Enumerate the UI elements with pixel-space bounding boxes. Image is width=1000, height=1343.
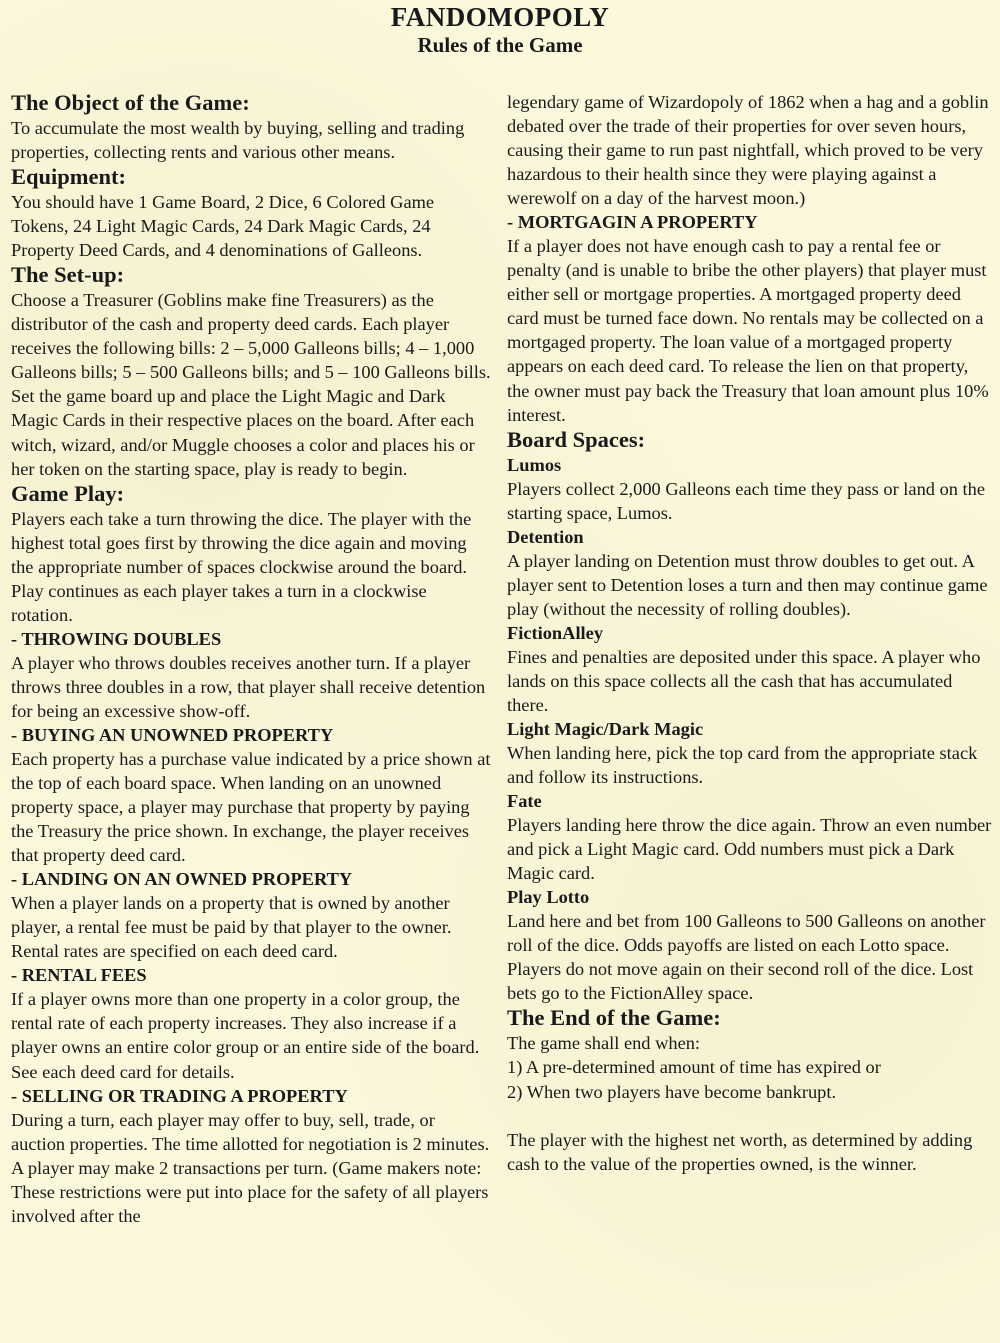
equipment-heading: Equipment:	[11, 164, 127, 190]
rental-text: If a player owns more than one property in a color group, the rental rate of each property increases. They also increase if a player owns an entire color group or an entire side of the board. See each deed card for details.	[11, 989, 480, 1082]
fate-text: Players landing here throw the dice again. Throw an even number and pick a Light Magic card. Odd numbers must pick a Dark Magic card.	[507, 815, 992, 884]
left-column	[11, 90, 493, 1228]
setup-text-1: Choose a Treasurer (Goblins make fine Treasurers) as the distributor of the cash and property deed cards. Each player receives the following bills: 2 – 5,000 Galleons bills; 4 – 1,000 Galleons bills; 5 – 500 Galleons bills; and 5 – 100 Galleons bills.	[11, 290, 491, 383]
page-title: FANDOMOPOLY	[390, 2, 610, 32]
fictionalley-text: Fines and penalties are deposited under this space. A player who lands on this space collects all the cash that has accumulated there.	[507, 646, 981, 715]
rental-heading: - RENTAL FEES	[11, 965, 147, 986]
setup-text-2: Set the game board up and place the Light Magic and Dark Magic Cards in their respective places on the board. After each witch, wizard, and/or Muggle chooses a color and places his or her token on the starting space, play is ready to begin.	[11, 386, 475, 479]
buying-text: Each property has a purchase value indicated by a price shown at the top of each board space. When landing on an unowned property space, a player may purchase that property by paying the Treasury the price shown. In exchange, the player receives that property deed card.	[11, 748, 491, 866]
lotto-text: Land here and bet from 100 Galleons to 500 Galleons on another roll of the dice. Odds payoffs are listed on each Lotto space. Players do not move again on their second roll of the dice. Lost bets go to the FictionAlley space.	[507, 911, 986, 1004]
end-heading: The End of the Game:	[507, 1005, 721, 1031]
doubles-text: A player who throws doubles receives another turn. If a player throws three doubles in a row, that player shall receive detention for being an excessive show-off.	[11, 652, 486, 721]
lotto-heading: Play Lotto	[507, 887, 590, 908]
magic-text: When landing here, pick the top card from the appropriate stack and follow its instructions.	[507, 742, 978, 788]
page-header	[0, 2, 1000, 58]
magic-heading: Light Magic/Dark Magic	[507, 718, 704, 739]
spacer	[507, 1104, 993, 1128]
selling-heading: - SELLING OR TRADING A PROPERTY	[11, 1085, 348, 1106]
gameplay-heading: Game Play:	[11, 480, 125, 506]
detention-heading: Detention	[507, 526, 584, 547]
end-item-1: 1) A pre-determined amount of time has expired or	[507, 1057, 881, 1078]
setup-heading: The Set-up:	[11, 262, 125, 288]
selling-text: During a turn, each player may offer to buy, sell, trade, or auction properties. The time allotted for negotiation is 2 minutes. A player may make 2 transactions per turn. (Game makers note: These restrictions were put into place for the safety of all players involved after the	[11, 1109, 490, 1226]
landing-heading: - LANDING ON AN OWNED PROPERTY	[11, 869, 353, 890]
object-heading: The Object of the Game:	[11, 90, 250, 115]
fate-heading: Fate	[507, 791, 542, 812]
continued-text: legendary game of Wizardopoly of 1862 when a hag and a goblin debated over the trade of their properties for over seven hours, causing their game to run past nightfall, which proved to be very hazardous to their health since they were playing against a werewolf on a day of the harvest moon.)	[507, 92, 989, 209]
equipment-text: You should have 1 Game Board, 2 Dice, 6 Colored Game Tokens, 24 Light Magic Cards, 24 Dark Magic Cards, 24 Property Deed Cards, and 4 denominations of Galleons.	[11, 192, 435, 261]
landing-text: When a player lands on a property that is owned by another player, a rental fee must be paid by that player to the owner. Rental rates are specified on each deed card.	[11, 893, 452, 962]
end-final: The player with the highest net worth, as determined by adding cash to the value of the properties owned, is the winner.	[507, 1129, 973, 1174]
lumos-heading: Lumos	[507, 454, 562, 475]
end-intro: The game shall end when:	[507, 1033, 701, 1054]
right-column	[507, 90, 993, 1176]
buying-heading: - BUYING AN UNOWNED PROPERTY	[11, 724, 334, 745]
page-subtitle: Rules of the Game	[417, 33, 583, 57]
mortgage-heading: - MORTGAGIN A PROPERTY	[507, 212, 758, 233]
end-item-2: 2) When two players have become bankrupt.	[507, 1081, 837, 1102]
detention-text: A player landing on Detention must throw doubles to get out. A player sent to Detention loses a turn and then may continue game play (without the necessity of rolling doubles).	[507, 550, 988, 619]
doubles-heading: - THROWING DOUBLES	[11, 628, 222, 649]
object-text: To accumulate the most wealth by buying, selling and trading properties, collecting rents and various other means.	[11, 118, 465, 163]
mortgage-text: If a player does not have enough cash to pay a rental fee or penalty (and is unable to bribe the other players) that player must either sell or mortgage properties. A mortgaged property deed card must be turned face down. No rentals may be collected on a mortgaged property. The loan value of a mortgaged property appears on each deed card. To release the lien on that property, the owner must pay back the Treasury that loan amount plus 10% interest.	[507, 236, 989, 425]
board-spaces-heading: Board Spaces:	[507, 426, 646, 452]
lumos-text: Players collect 2,000 Galleons each time they pass or land on the starting space, Lumos.	[507, 478, 986, 523]
gameplay-text: Players each take a turn throwing the dice. The player with the highest total goes first by throwing the dice again and moving the appropriate number of spaces clockwise around the board. Play continues as each player takes a turn in a clockwise rotation.	[11, 508, 472, 625]
fictionalley-heading: FictionAlley	[507, 622, 604, 643]
